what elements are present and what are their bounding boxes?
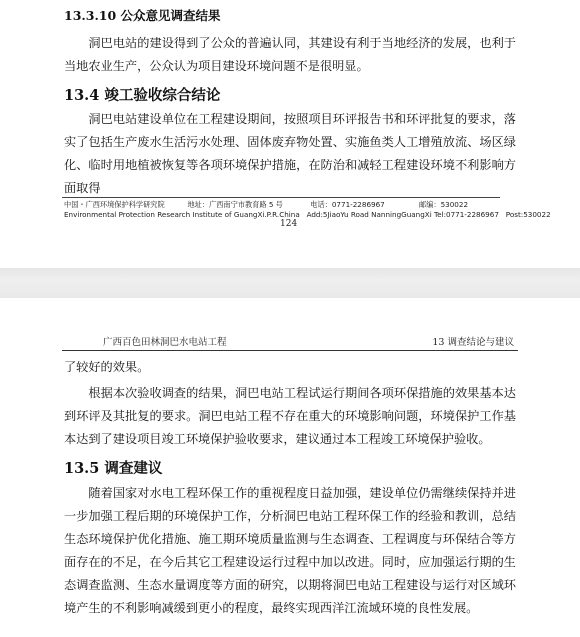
footer-address-cn: 中国・广西环境保护科学研究院 地址：广西南宁市教育路 5 号 电话：0771-2286967 邮编：530022: [64, 200, 469, 209]
section-13-5-heading: 13.5 调查建议: [64, 460, 163, 477]
footer-divider: [62, 197, 500, 198]
paragraph-acceptance: 根据本次验收调查的结果，洞巴电站工程试运行期间各项环保措施的效果基本达到环评及其批复的要求。洞巴电站工程不存在重大的环境影响问题，环境保护工作基本达到了建设项目竣工环境保护验收要求，建议通过本工程竣工环境保护验收。: [64, 386, 516, 446]
page-number: 124: [280, 219, 298, 229]
paragraph-conclusion-start: 洞巴电站建设单位在工程建设期间，按照项目环评报告书和环评批复的要求，落实了包括生产废水生活污水处理、固体废弃物处置、实施鱼类人工增殖放流、场区绿化、临时用地植被恢复等各项环境保护措施，在防治和减轻工程建设环境不利影响方面取得: [64, 112, 516, 195]
section-13-4-heading: 13.4 竣工验收综合结论: [64, 87, 221, 104]
section-13-3-10-heading: 13.3.10 公众意见调查结果: [64, 8, 221, 23]
page-separator: [0, 268, 580, 298]
paragraph-conclusion-end: 了较好的效果。: [64, 360, 150, 374]
running-header-chapter: 13 调查结论与建议: [432, 337, 514, 348]
footer-address-en: Environmental Protection Research Institute of GuangXi.P.R.China Add:5JiaoYu Road NanningGuangXi Tel:0771-2286967 Post:530022: [64, 210, 551, 219]
paragraph-suggestions: 随着国家对水电工程环保工作的重视程度日益加强，建设单位仍需继续保持并进一步加强工程后期的环境保护工作，分析洞巴电站工程环保工作的经验和教训，总结生态环境保护优化措施、施工期环境质量监测与生态调查、工程调度与环保结合等方面存在的不足，在今后其它工程建设运行过程中加以改进。同时，应加强运行期的生态调查监测、生态水量调度等方面的研究，以期将洞巴电站工程建设与运行对区域环境产生的不利影响减缓到更小的程度，最终实现西洋江流域环境的良性发展。: [64, 486, 516, 615]
paragraph-public-opinion: 洞巴电站的建设得到了公众的普遍认同，其建设有利于当地经济的发展，也利于当地农业生产，公众认为项目建设环境问题不是很明显。: [64, 36, 516, 73]
document-page-top: [0, 0, 580, 268]
running-header-title: 广西百色田林洞巴水电站工程: [103, 337, 227, 348]
header-divider: [62, 350, 518, 351]
document-page-bottom: [0, 298, 580, 637]
